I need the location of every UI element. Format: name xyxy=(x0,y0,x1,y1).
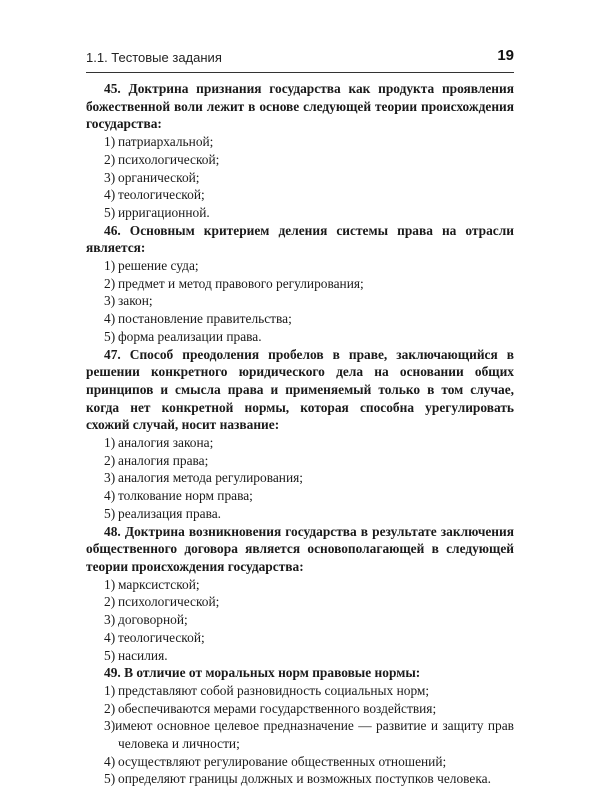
question-number: 46. xyxy=(104,222,121,238)
option-text: договорной; xyxy=(118,612,188,628)
option-text: предмет и метод правового регулирования; xyxy=(118,275,364,291)
option-number: 1) xyxy=(104,682,116,698)
page-content xyxy=(86,80,514,788)
option-number: 5) xyxy=(104,647,116,663)
option-number: 2) xyxy=(104,594,116,610)
answer-option xyxy=(86,151,514,169)
option-text: закон; xyxy=(118,293,153,309)
question-47 xyxy=(86,346,514,435)
option-text: представляют собой разновидность социальных норм; xyxy=(118,682,430,698)
question-text: Способ преодоления пробелов в праве, заключающийся в решении конкретного юридического дела на основании общих принципов и смысла права и применяемый только в том случае, когда нет конкретной нормы, которая способна урегулировать схожий случай, носит название: xyxy=(86,346,514,433)
option-text: теологической; xyxy=(118,187,205,203)
option-text: постановление правительства; xyxy=(118,311,292,327)
question-45 xyxy=(86,80,514,133)
option-number: 5) xyxy=(104,771,116,787)
option-number: 3) xyxy=(104,293,116,309)
option-number: 1) xyxy=(104,134,116,150)
answer-option xyxy=(86,204,514,222)
option-number: 2) xyxy=(104,700,116,716)
question-number: 47. xyxy=(104,346,121,362)
option-number: 4) xyxy=(104,311,116,327)
question-text: Доктрина возникновения государства в результате заключения общественного договора является основополагающей в следующей теории происхождения государства: xyxy=(86,523,514,574)
option-text: определяют границы должных и возможных поступков человека. xyxy=(118,771,491,787)
answer-option xyxy=(86,292,514,310)
option-number: 5) xyxy=(104,328,116,344)
option-text: аналогия метода регулирования; xyxy=(118,470,303,486)
option-text: толкование норм права; xyxy=(118,488,253,504)
answer-option xyxy=(86,452,514,470)
option-text: аналогия права; xyxy=(118,452,209,468)
question-text: Доктрина признания государства как продукта проявления божественной воли лежит в основе следующей теории происхождения государства: xyxy=(86,81,514,132)
question-46 xyxy=(86,222,514,257)
option-text: аналогия закона; xyxy=(118,435,214,451)
answer-option xyxy=(86,505,514,523)
answer-option xyxy=(86,310,514,328)
option-number: 3) xyxy=(104,169,116,185)
option-text: психологической; xyxy=(118,151,220,167)
option-text: реализация права. xyxy=(118,505,222,521)
option-number: 1) xyxy=(104,435,116,451)
option-number: 1) xyxy=(104,258,116,274)
question-text: Основным критерием деления системы права на отрасли является: xyxy=(86,222,514,256)
option-number: 3) xyxy=(104,470,116,486)
answer-option xyxy=(86,328,514,346)
answer-option xyxy=(86,647,514,665)
option-number: 2) xyxy=(104,275,116,291)
option-text: насилия. xyxy=(118,647,168,663)
answer-option xyxy=(86,717,514,752)
answer-option xyxy=(86,576,514,594)
option-number: 4) xyxy=(104,629,116,645)
option-text: ирригационной. xyxy=(118,204,210,220)
option-number: 4) xyxy=(104,753,116,769)
option-text: форма реализации права. xyxy=(118,328,262,344)
option-number: 4) xyxy=(104,187,116,203)
answer-option xyxy=(86,469,514,487)
answer-option xyxy=(86,434,514,452)
option-text: теологической; xyxy=(118,629,205,645)
question-number: 45. xyxy=(104,81,121,96)
question-49 xyxy=(86,664,514,682)
answer-option xyxy=(86,275,514,293)
answer-option xyxy=(86,593,514,611)
answer-option xyxy=(86,186,514,204)
section-title: 1.1. Тестовые задания xyxy=(86,50,222,65)
option-number: 3) xyxy=(104,612,116,628)
answer-option xyxy=(86,611,514,629)
option-text: решение суда; xyxy=(118,258,199,274)
answer-option xyxy=(86,682,514,700)
question-number: 48. xyxy=(104,523,121,539)
page-number: 19 xyxy=(497,47,514,64)
option-number: 1) xyxy=(104,576,116,592)
option-text: имеют основное целевое предназначение — развитие и защиту прав человека и личности; xyxy=(115,718,514,752)
answer-option xyxy=(86,629,514,647)
running-header xyxy=(86,44,514,73)
answer-option xyxy=(86,257,514,275)
option-text: психологической; xyxy=(118,594,220,610)
option-number: 3) xyxy=(104,718,116,734)
option-number: 2) xyxy=(104,151,116,167)
question-text: В отличие от моральных норм правовые нормы: xyxy=(124,665,421,681)
answer-option xyxy=(86,770,514,788)
option-text: марксистской; xyxy=(118,576,200,592)
option-number: 4) xyxy=(104,488,116,504)
option-number: 5) xyxy=(104,204,116,220)
answer-option xyxy=(86,700,514,718)
option-number: 2) xyxy=(104,452,116,468)
answer-option xyxy=(86,133,514,151)
option-number: 5) xyxy=(104,505,116,521)
option-text: патриархальной; xyxy=(118,134,214,150)
question-48 xyxy=(86,523,514,576)
answer-option xyxy=(86,753,514,771)
option-text: органической; xyxy=(118,169,200,185)
question-number: 49. xyxy=(104,665,121,681)
answer-option xyxy=(86,169,514,187)
option-text: осуществляют регулирование общественных отношений; xyxy=(118,753,447,769)
answer-option xyxy=(86,487,514,505)
option-text: обеспечиваются мерами государственного воздействия; xyxy=(118,700,437,716)
